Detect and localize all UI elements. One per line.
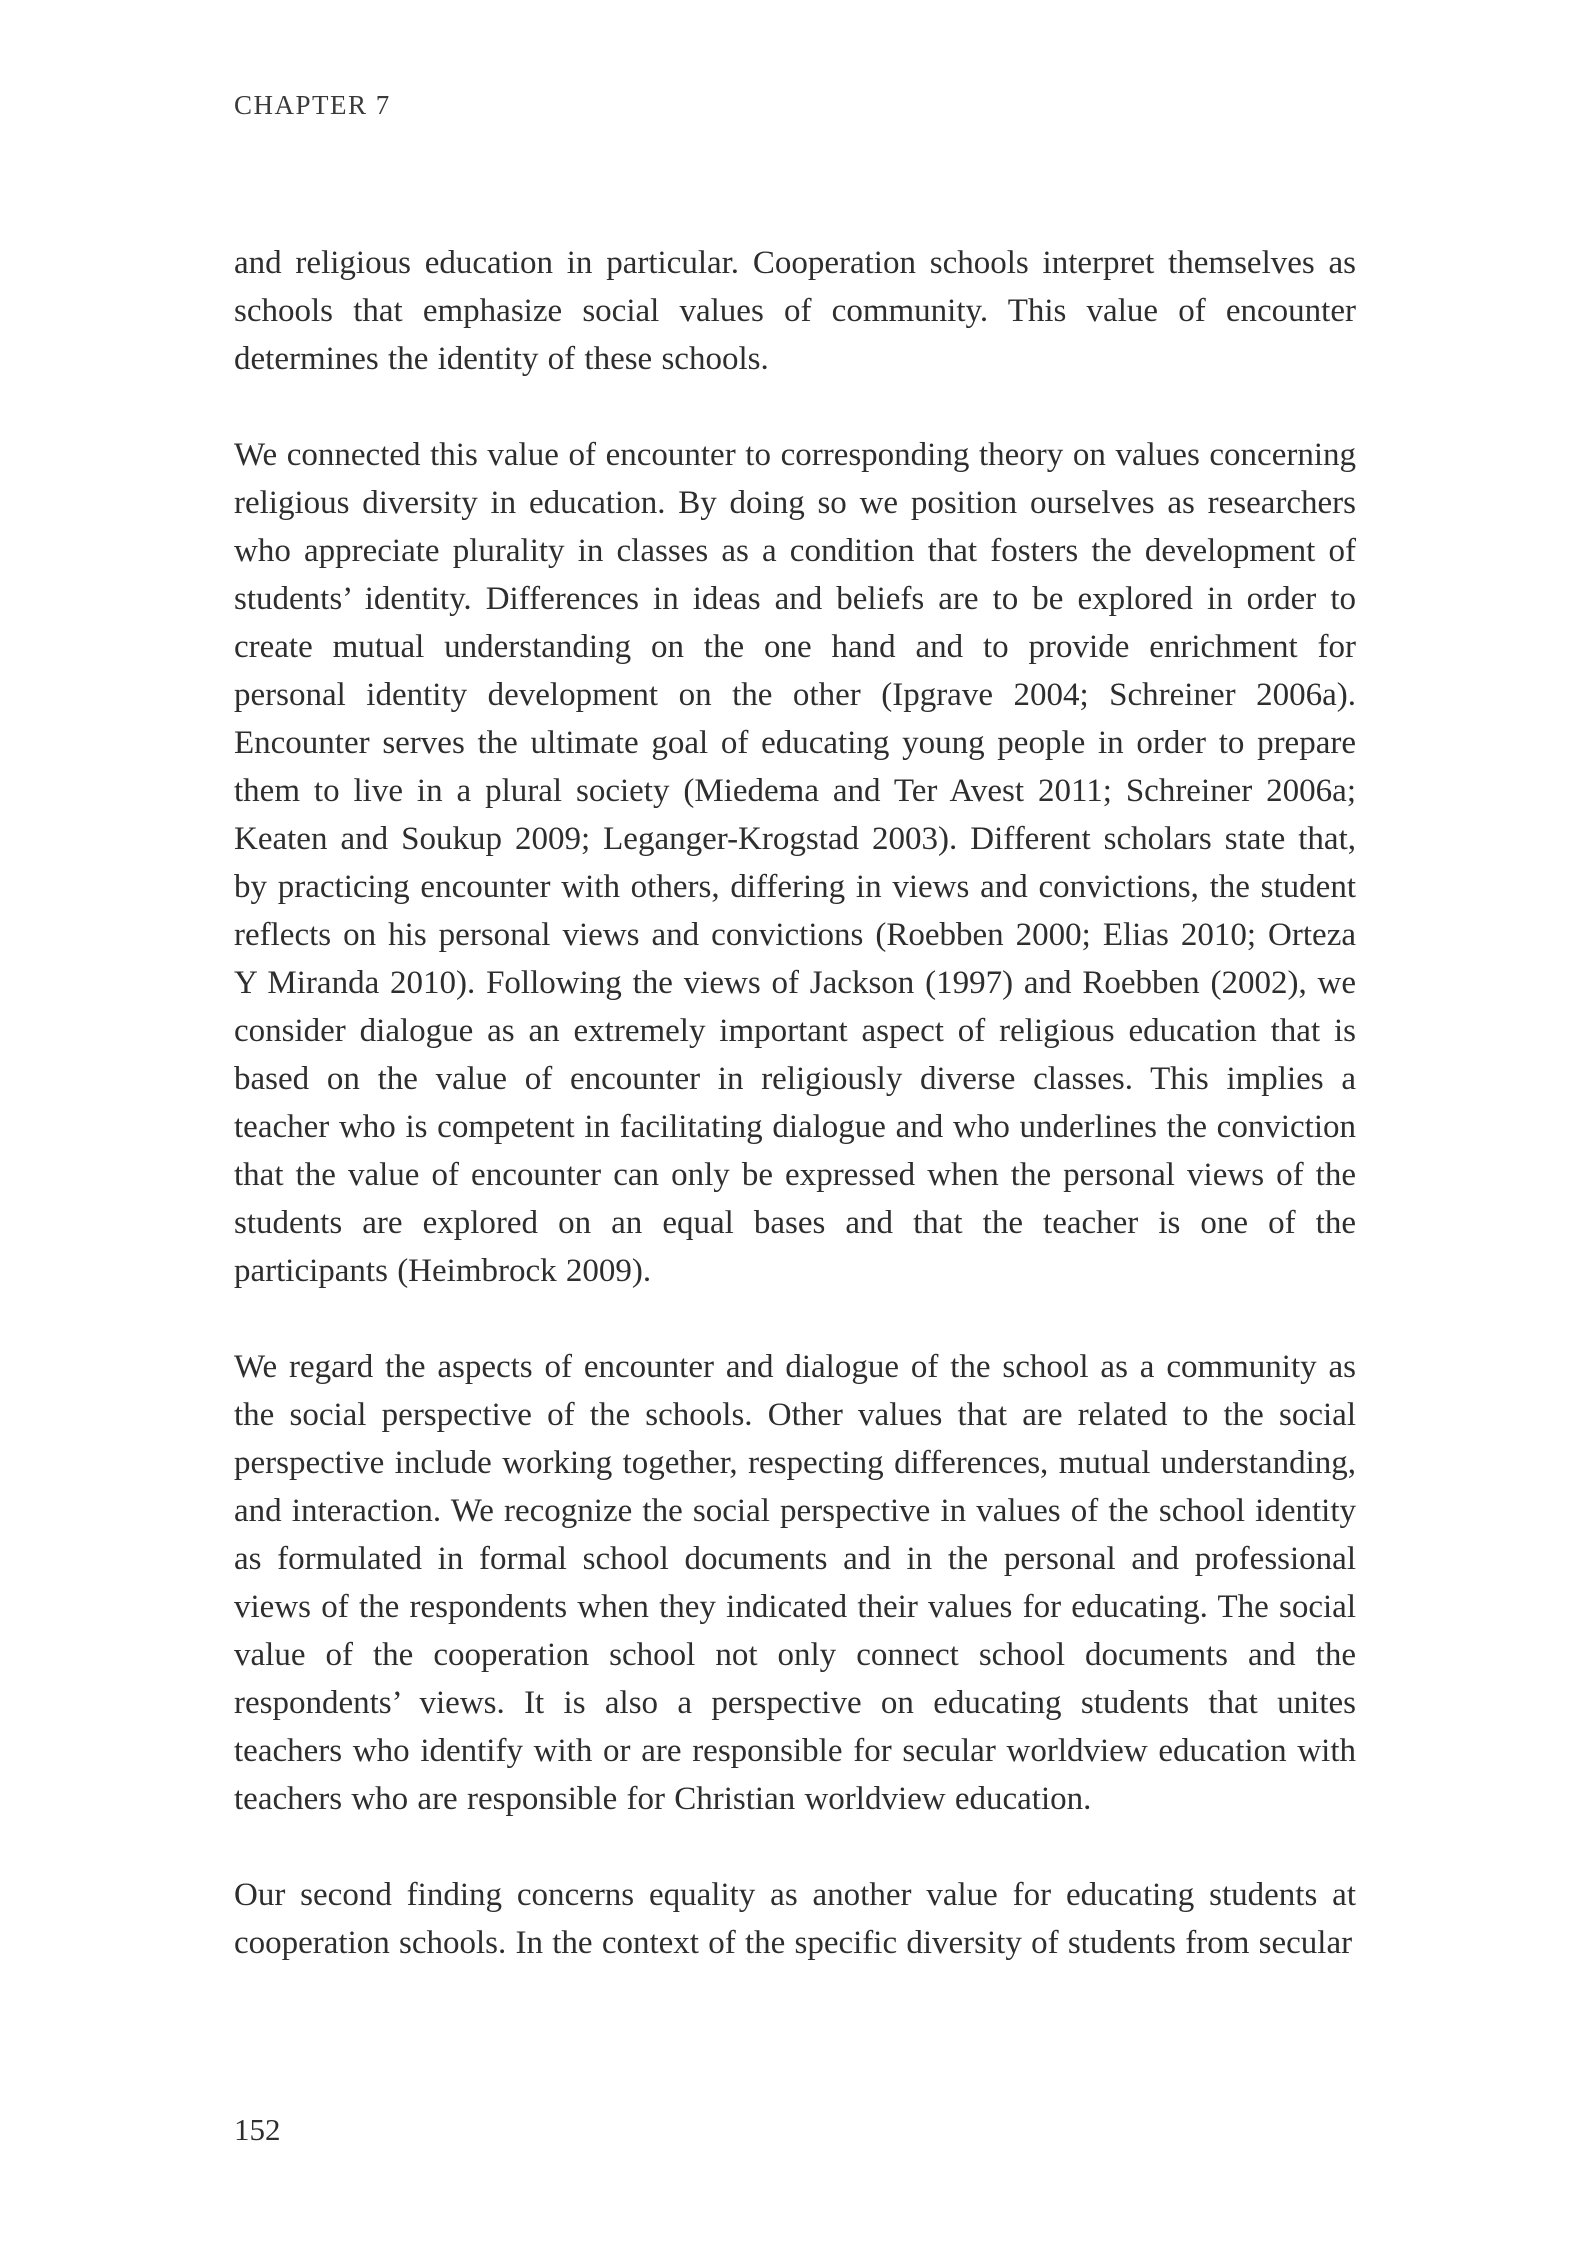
paragraph: We regard the aspects of encounter and dialogue of the school as a community as the social perspective of the schools. Other values that are related to the social perspective include working together, respecting differences, mutual understanding, and interaction. We recognize the social perspective in values of the school identity as formulated in formal school documents and in the personal and professional views of the respondents when they indicated their values for educating. The social value of the cooperation school not only connect school documents and the respondents’ views. It is also a perspective on educating students that unites teachers who identify with or are responsible for secular worldview education with teachers who are responsible for Christian worldview education. <box>234 1349 1356 1817</box>
chapter-header: CHAPTER 7 <box>234 90 391 120</box>
paragraph: We connected this value of encounter to corresponding theory on values concerning religious diversity in education. By doing so we position ourselves as researchers who appreciate plurality in classes as a condition that fosters the development of students’ identity. Differences in ideas and beliefs are to be explored in order to create mutual understanding on the one hand and to provide enrichment for personal identity development on the other (Ipgrave 2004; Schreiner 2006a). Encounter serves the ultimate goal of educating young people in order to prepare them to live in a plural society (Miedema and Ter Avest 2011; Schreiner 2006a; Keaten and Soukup 2009; Leganger-Krogstad 2003). Different scholars state that, by practicing encounter with others, differing in views and convictions, the student reflects on his personal views and convictions (Roebben 2000; Elias 2010; Orteza Y Miranda 2010). Following the views of Jackson (1997) and Roebben (2002), we consider dialogue as an extremely important aspect of religious education that is based on the value of encounter in religiously diverse classes. This implies a teacher who is competent in facilitating dialogue and who underlines the conviction that the value of encounter can only be expressed when the personal views of the students are explored on an equal bases and that the teacher is one of the participants (Heimbrock 2009). <box>234 437 1356 1289</box>
page-content <box>234 0 1356 1967</box>
paragraph: Our second finding concerns equality as another value for educating students at cooperation schools. In the context of the specific diversity of students from secular <box>234 1877 1356 1961</box>
body-text <box>234 239 1356 1967</box>
paragraph: and religious education in particular. Cooperation schools interpret themselves as schools that emphasize social values of community. This value of encounter determines the identity of these schools. <box>234 245 1356 377</box>
page-number: 152 <box>234 2112 281 2147</box>
